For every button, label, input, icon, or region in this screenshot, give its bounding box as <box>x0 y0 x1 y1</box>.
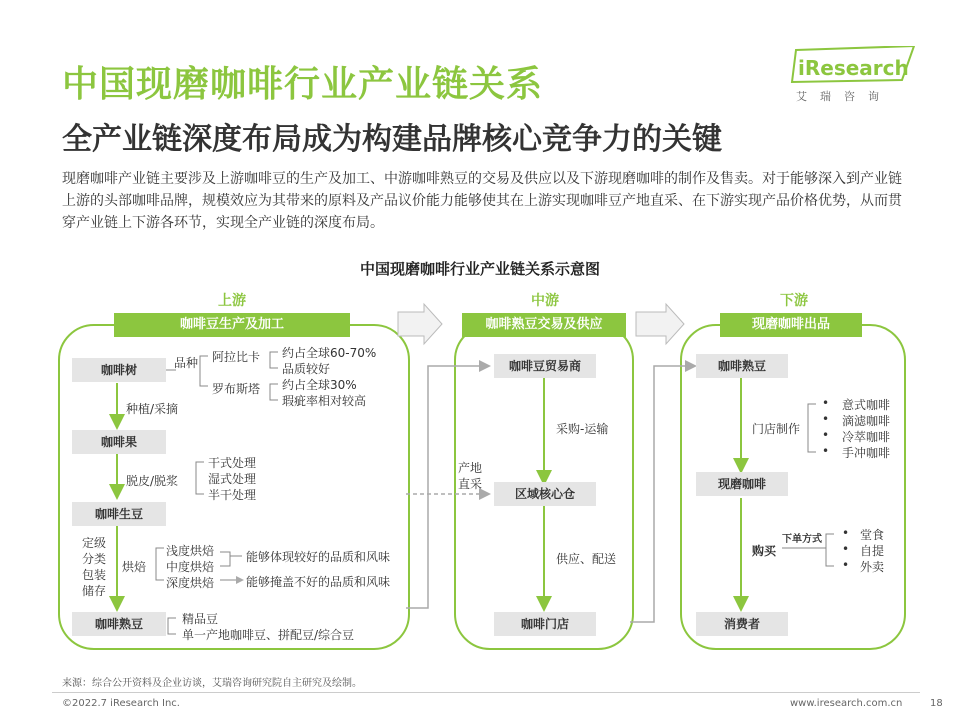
direct-sourcing-label: 产地 直采 <box>458 461 483 491</box>
source-note: 来源：综合公开资料及企业访谈，艾瑞咨询研究院自主研究及绘制。 <box>62 678 362 689</box>
node-regional-warehouse: 区域核心仓 <box>494 482 596 506</box>
node-roasted-beans-store: 咖啡熟豆 <box>696 354 788 378</box>
product-espresso: 意式咖啡 <box>842 398 891 412</box>
logo-text: iResearch <box>798 56 909 80</box>
node-green-bean: 咖啡生豆 <box>72 502 166 526</box>
page-number: 18 <box>930 698 943 709</box>
bean-type-origin-blend: 单一产地咖啡豆、拼配豆/综合豆 <box>182 628 355 642</box>
bullet-cold-brew: • <box>822 428 830 442</box>
arabica-label: 阿拉比卡 <box>212 350 261 364</box>
footer-divider <box>52 692 920 693</box>
robusta-note-share: 约占全球30% <box>282 378 357 392</box>
page-subtitle: 全产业链深度布局成为构建品牌核心竞争力的关键 <box>62 122 722 157</box>
robusta-label: 罗布斯塔 <box>212 382 261 396</box>
variety-label: 品种 <box>174 356 199 370</box>
step-purchase-transport: 采购-运输 <box>556 422 609 436</box>
channel-delivery: 外卖 <box>860 560 885 574</box>
roast-effect-good: 能够体现较好的品质和风味 <box>246 550 391 564</box>
pre-roast-storage: 储存 <box>82 584 107 598</box>
process-dry: 干式处理 <box>208 456 257 470</box>
step-supply-delivery: 供应、配送 <box>556 552 617 566</box>
robusta-note-defect: 瑕疵率相对较高 <box>282 394 367 408</box>
pre-roast-grading: 定级 <box>82 536 107 550</box>
product-drip: 滴滤咖啡 <box>842 414 891 428</box>
node-coffee-cherry: 咖啡果 <box>72 430 166 454</box>
stage-label-midstream: 中游 <box>531 293 559 309</box>
node-coffee-store: 咖啡门店 <box>494 612 596 636</box>
bullet-pickup: • <box>842 542 850 556</box>
bullet-pour-over: • <box>822 444 830 458</box>
logo-subtext: 艾瑞咨询 <box>796 90 892 103</box>
page-title: 中国现磨咖啡行业产业链关系 <box>62 64 544 105</box>
roast-light: 浅度烘焙 <box>166 544 215 558</box>
node-bean-trader: 咖啡豆贸易商 <box>494 354 596 378</box>
process-semi-dry: 半干处理 <box>208 488 257 502</box>
bullet-drip: • <box>822 412 830 426</box>
arabica-note-quality: 品质较好 <box>282 362 331 376</box>
product-pour-over: 手冲咖啡 <box>842 446 891 460</box>
stage-arrow-2 <box>636 304 684 344</box>
bullet-espresso: • <box>822 396 830 410</box>
channel-pickup: 自提 <box>860 544 885 558</box>
upstream-bar: 咖啡豆生产及加工 <box>114 313 350 337</box>
order-method-label: 下单方式 <box>782 534 822 545</box>
node-coffee-tree: 咖啡树 <box>72 358 166 382</box>
downstream-bar: 现磨咖啡出品 <box>720 313 862 337</box>
store-making-label: 门店制作 <box>752 422 801 436</box>
channel-dine-in: 堂食 <box>860 528 885 542</box>
step-pulping: 脱皮/脱浆 <box>126 474 179 488</box>
bean-type-specialty: 精品豆 <box>182 612 219 626</box>
iresearch-logo <box>790 46 920 110</box>
product-cold-brew: 冷萃咖啡 <box>842 430 891 444</box>
midstream-bar: 咖啡熟豆交易及供应 <box>462 313 626 337</box>
roast-label: 烘焙 <box>122 560 147 574</box>
copyright: ©2022.7 iResearch Inc. <box>62 698 180 709</box>
arabica-note-share: 约占全球60-70% <box>282 346 377 360</box>
step-planting: 种植/采摘 <box>126 402 179 416</box>
intro-paragraph: 现磨咖啡产业链主要涉及上游咖啡豆的生产及加工、中游咖啡熟豆的交易及供应以及下游现磨咖啡的制作及售卖。对于能够深入到产业链上游的头部咖啡品牌，规模效应为其带来的原料及产品议价能力能够使其在上游实现咖啡豆产地直采、在下游实现产品价格优势，从而贯穿产业链上下游各环节，实现全产业链的深度布局。 <box>62 171 902 231</box>
node-consumer: 消费者 <box>696 612 788 636</box>
pre-roast-sorting: 分类 <box>82 552 107 566</box>
buy-label: 购买 <box>752 544 777 558</box>
bullet-dine-in: • <box>842 526 850 540</box>
website-link[interactable]: www.iresearch.com.cn <box>790 698 903 709</box>
diagram-title: 中国现磨咖啡行业产业链关系示意图 <box>359 260 600 278</box>
roast-medium: 中度烘焙 <box>166 560 215 574</box>
stage-label-upstream: 上游 <box>218 293 246 309</box>
process-wet: 湿式处理 <box>208 472 257 486</box>
node-fresh-coffee: 现磨咖啡 <box>696 472 788 496</box>
roast-effect-mask: 能够掩盖不好的品质和风味 <box>246 575 391 589</box>
bullet-delivery: • <box>842 558 850 572</box>
pre-roast-packing: 包装 <box>82 568 107 582</box>
roast-dark: 深度烘焙 <box>166 576 215 590</box>
stage-label-downstream: 下游 <box>780 293 808 309</box>
stage-arrow-1 <box>398 304 442 344</box>
node-roasted-bean: 咖啡熟豆 <box>72 612 166 636</box>
